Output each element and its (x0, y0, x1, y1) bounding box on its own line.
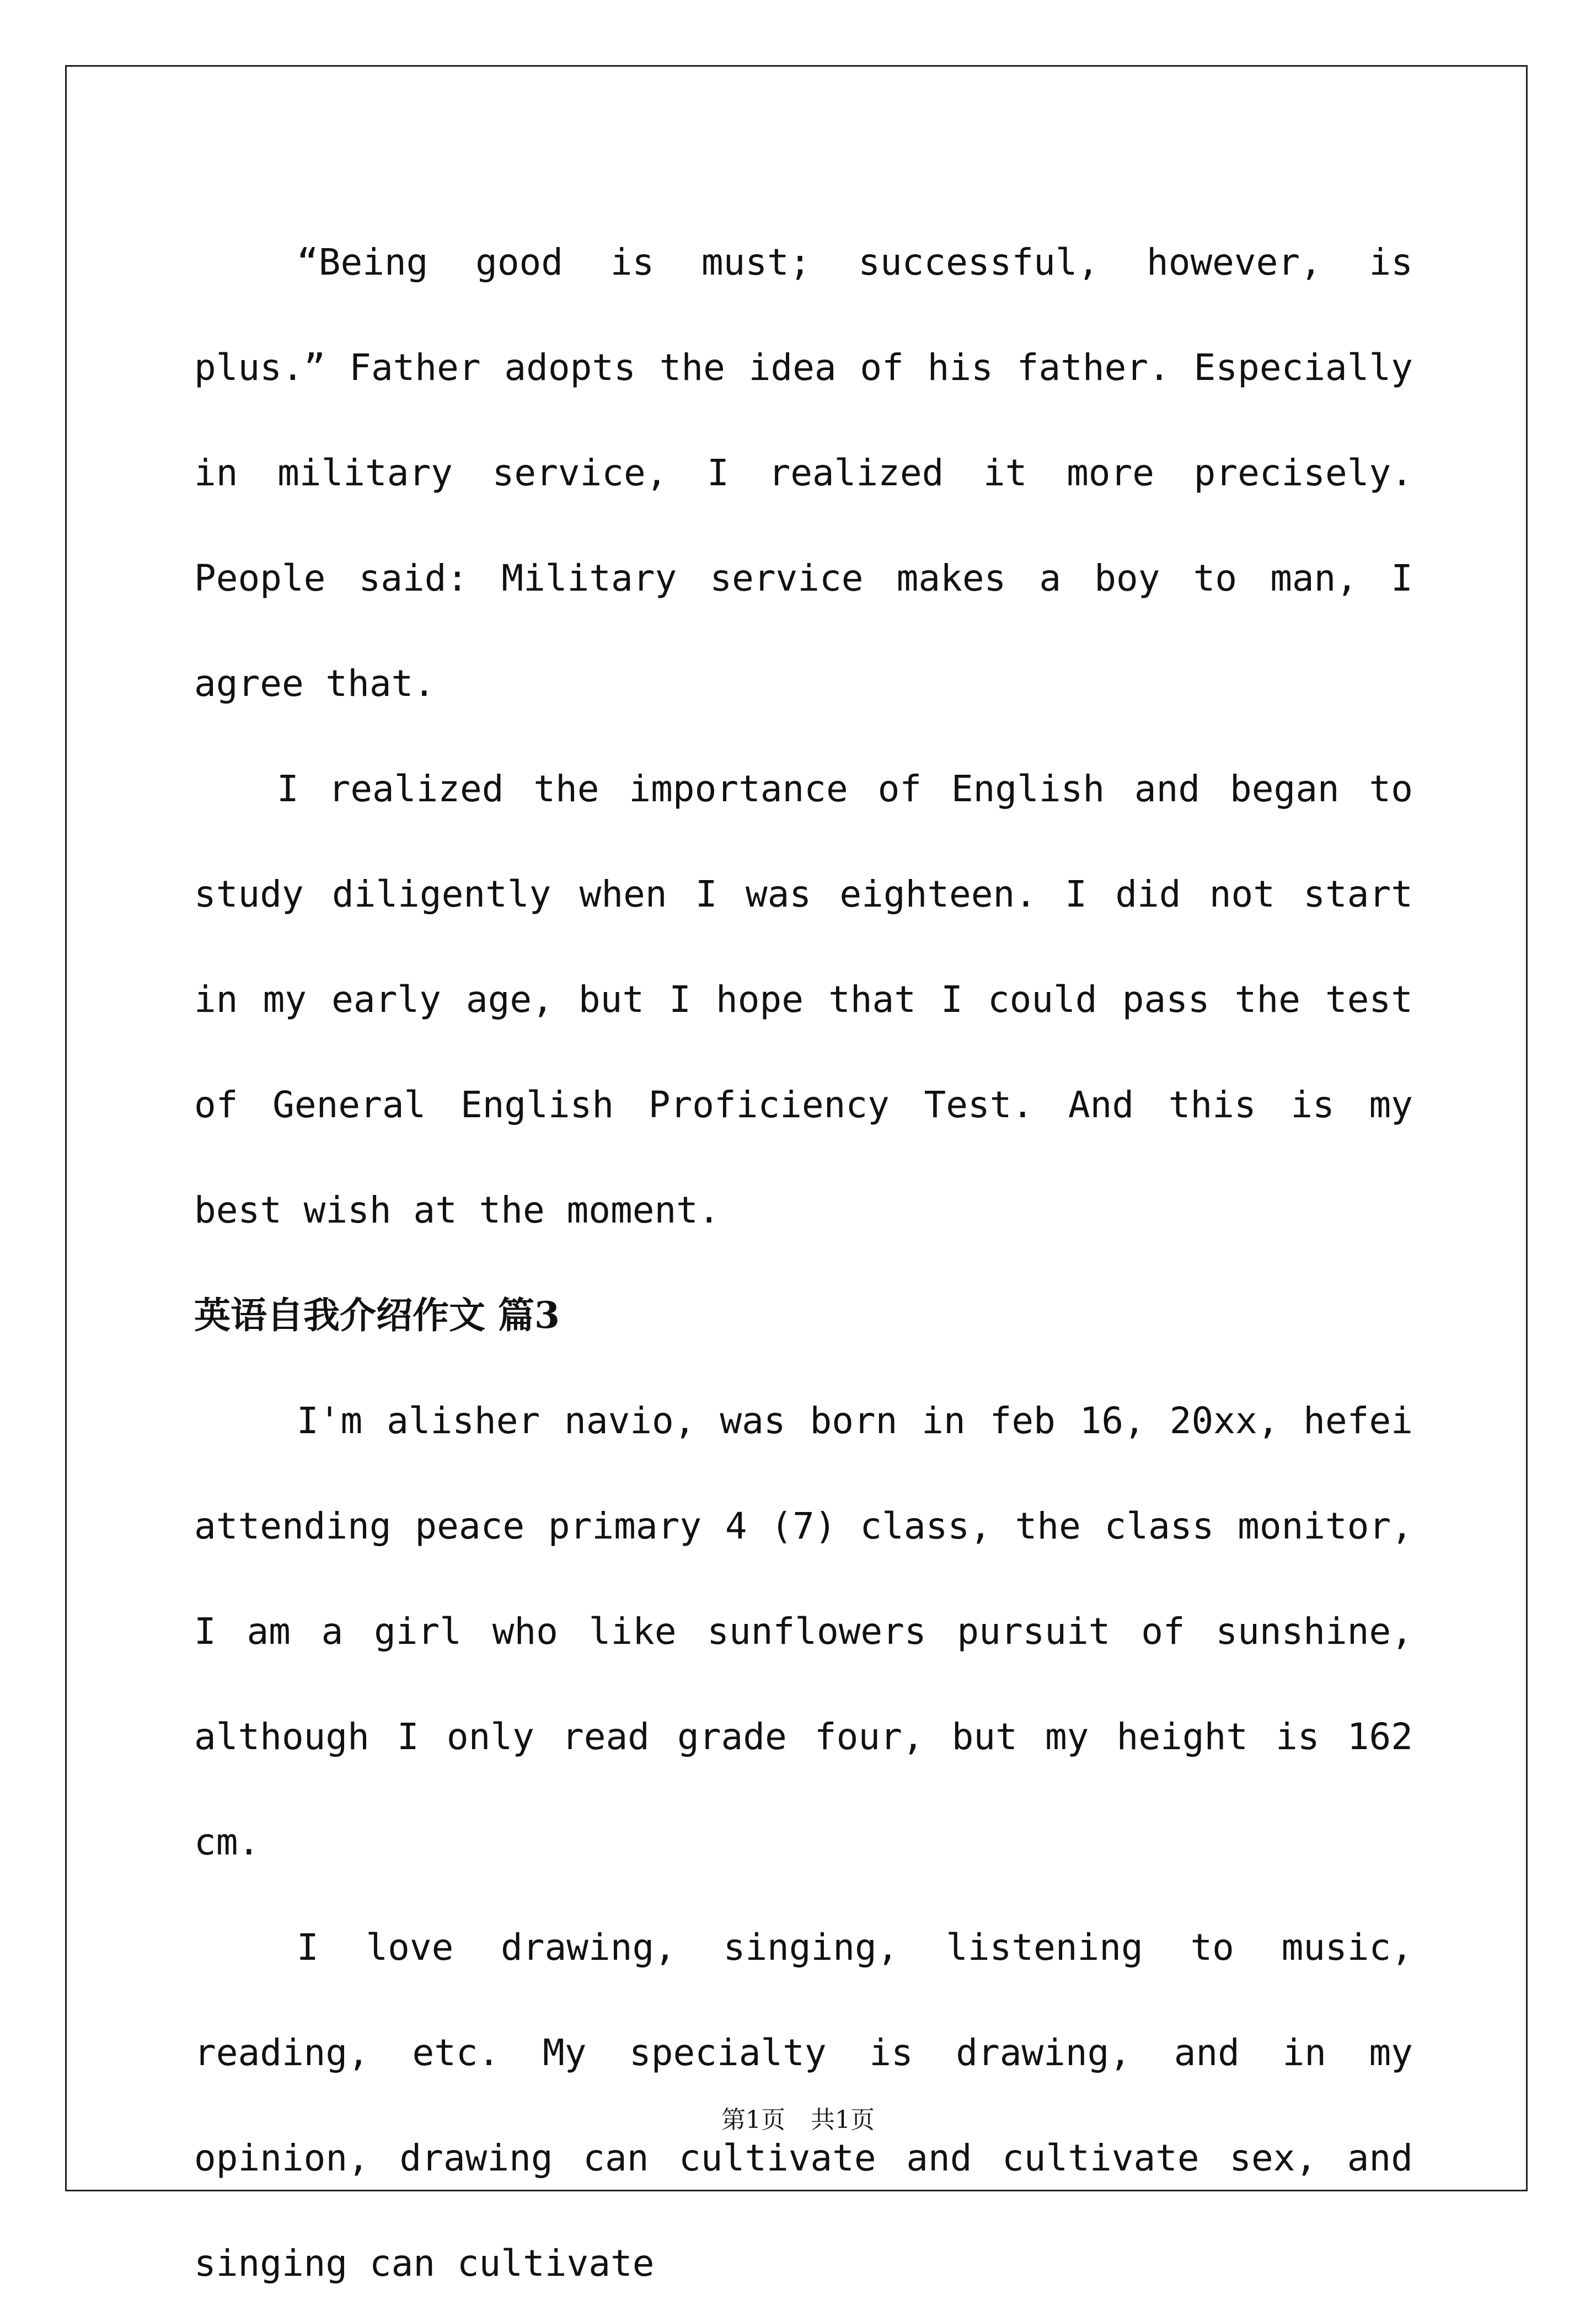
paragraph: “Being good is must; successful, however, is plus.” Father adopts the idea of his father. Especially in military service, I realized it more precisely. People said: Military service makes a boy to man, I agree that. (194, 241, 1413, 705)
page-footer (0, 2100, 1596, 2135)
paragraph: I'm alisher navio, was born in feb 16, 20xx, hefei attending peace primary 4 (7) class, the class monitor, I am a girl who like sunflowers pursuit of sunshine, although I only read grade four, but my height is 162 cm. (194, 1400, 1413, 1863)
paragraph: I realized the importance of English and began to study diligently when I was eighteen. I did not start in my early age, but I hope that I could pass the test of General English Proficiency Test. And this is my best wish at the moment. (194, 768, 1413, 1231)
section-heading: 英语自我介绍作文 篇3 (194, 1294, 560, 1337)
page-count: 共1页 (811, 2106, 875, 2134)
paragraph: I love drawing, singing, listening to music, reading, etc. My specialty is drawing, and in my opinion, drawing can cultivate and cultivate sex, and singing can cultivate (194, 1926, 1413, 2285)
page-number: 第1页 (721, 2106, 785, 2134)
document-body (194, 210, 1413, 2316)
